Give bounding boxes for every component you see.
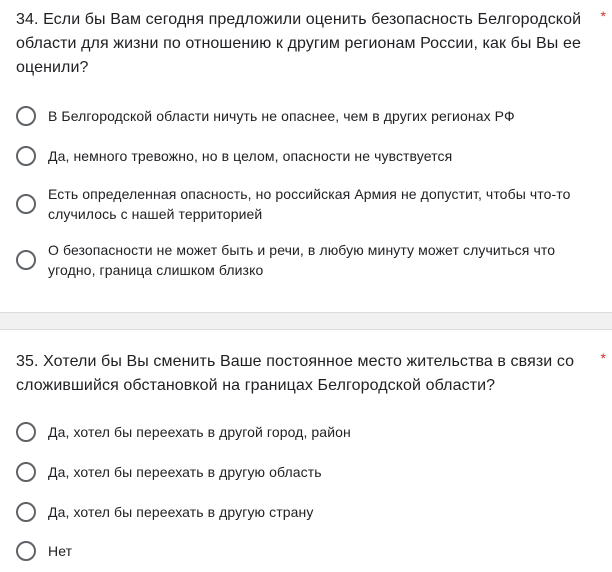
question-title-35: 35. Хотели бы Вы сменить Ваше постоянное место жительства в связи со сложившийся обстановкой на границах Белгородской области? <box>16 353 575 394</box>
radio-option[interactable] <box>16 106 606 126</box>
radio-option[interactable] <box>16 502 606 522</box>
radio-button-icon[interactable] <box>16 422 36 442</box>
option-label: Да, хотел бы переехать в другой город, район <box>48 424 351 440</box>
option-label: Есть определенная опасность, но российская Армия не допустит, чтобы что-то случилось с нашей территорией <box>48 186 571 222</box>
question-title-34: 34. Если бы Вам сегодня предложили оценить безопасность Белгородской области для жизни по отношению к другим регионам России, как бы Вы ее оценили? <box>16 11 582 76</box>
radio-option[interactable] <box>16 240 606 280</box>
option-label: Нет <box>48 543 73 559</box>
section-divider <box>0 312 612 330</box>
radio-button-icon[interactable] <box>16 541 36 561</box>
radio-option[interactable] <box>16 422 606 442</box>
radio-option[interactable] <box>16 541 606 561</box>
radio-option[interactable] <box>16 184 606 224</box>
option-label: В Белгородской области ничуть не опаснее, чем в других регионах РФ <box>48 108 515 124</box>
option-label: Да, хотел бы переехать в другую страну <box>48 504 314 520</box>
question-card-35 <box>0 330 612 572</box>
radio-option[interactable] <box>16 146 606 166</box>
option-label: Да, хотел бы переехать в другую область <box>48 464 322 480</box>
radio-button-icon[interactable] <box>16 462 36 482</box>
radio-button-icon[interactable] <box>16 502 36 522</box>
radio-button-icon[interactable] <box>16 250 36 270</box>
radio-option[interactable] <box>16 462 606 482</box>
option-label: О безопасности не может быть и речи, в любую минуту может случиться что угодно, граница слишком близко <box>48 242 556 278</box>
radio-button-icon[interactable] <box>16 146 36 166</box>
radio-button-icon[interactable] <box>16 194 36 214</box>
required-asterisk: * <box>600 350 606 366</box>
option-label: Да, немного тревожно, но в целом, опасности не чувствуется <box>48 148 453 164</box>
required-asterisk: * <box>600 8 606 24</box>
radio-button-icon[interactable] <box>16 106 36 126</box>
